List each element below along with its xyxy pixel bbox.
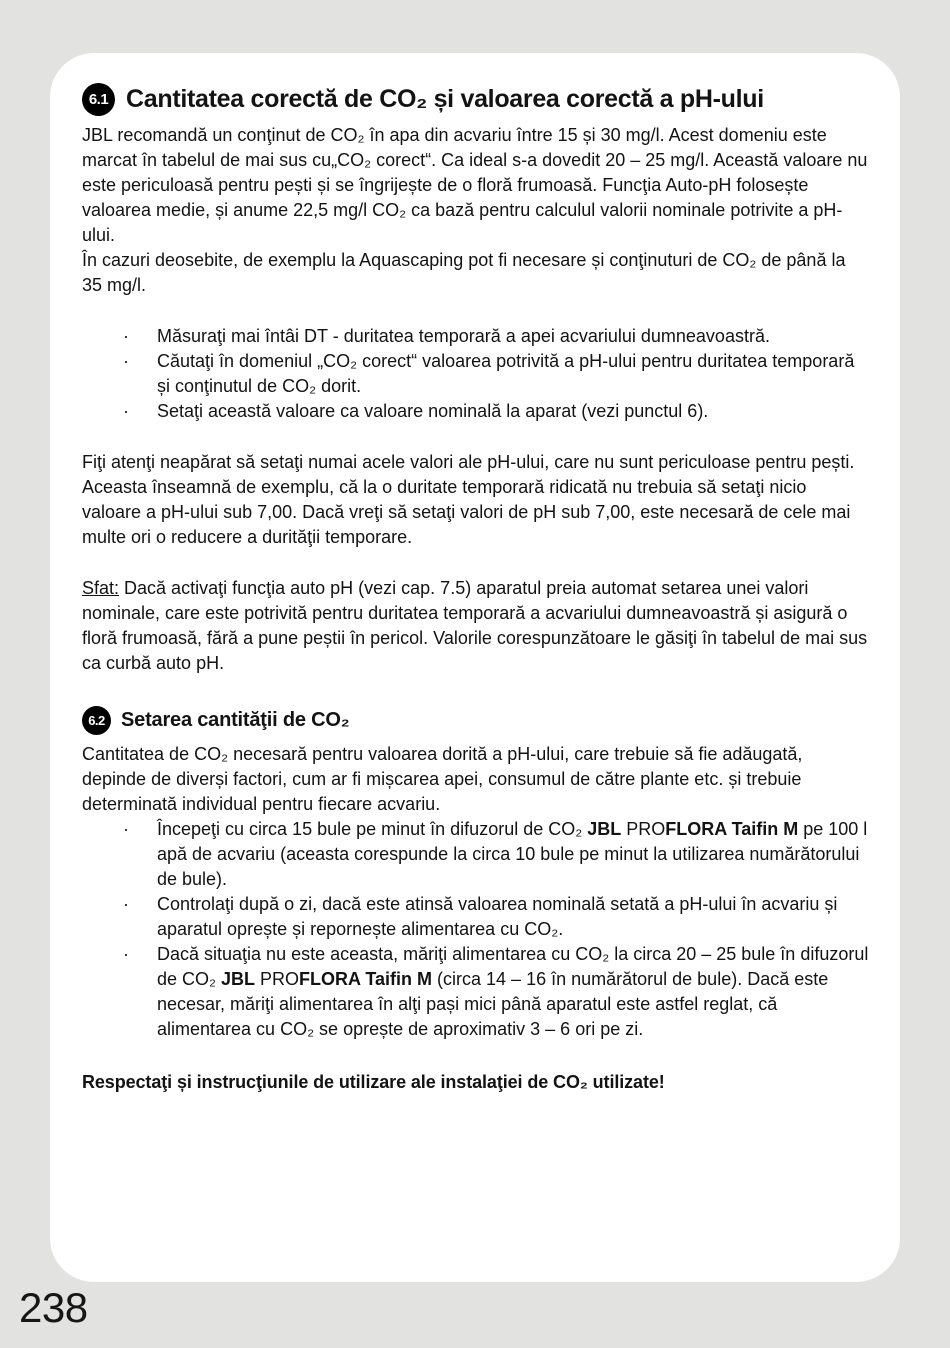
list-item [82, 942, 870, 1042]
paragraph-aquascaping: În cazuri deosebite, de exemplu la Aquascaping pot fi necesare și conţinuturi de CO₂ de până la 35 mg/l. [82, 250, 846, 295]
paragraph-tip [82, 576, 870, 676]
page-number: 238 [19, 1284, 88, 1331]
list-item [82, 817, 870, 892]
bullet-list-setup-steps [82, 817, 870, 1042]
list-item [82, 892, 870, 942]
page-content [50, 53, 900, 1095]
list-item-text: Măsuraţi mai întâi DT - duritatea temporară a apei acvariului dumneavoastră. [157, 326, 770, 346]
co2-instructions-warning: Respectaţi și instrucţiunile de utilizare ale instalaţiei de CO₂ utilizate! [82, 1072, 665, 1092]
bullet-dot: · [123, 351, 129, 371]
section-number-badge: 6.1 [82, 83, 115, 116]
brand-name: JBL [587, 819, 622, 839]
brand-name: FLORA Taifin M [665, 819, 799, 839]
list-item-text: Căutaţi în domeniul „CO₂ corect“ valoarea potrivită a pH-ului pentru duritatea temporară și conţinutul de CO₂ dorit. [157, 351, 855, 396]
brand-name: FLORA Taifin M [299, 969, 433, 989]
section-title: Setarea cantităţii de CO₂ [121, 709, 350, 731]
bullet-dot: · [123, 326, 129, 346]
bullet-dot: · [123, 401, 129, 421]
list-item-text: Controlaţi după o zi, dacă este atinsă valoarea nominală setată a pH-ului în acvariu și aparatul oprește și repornește alimentarea cu CO₂. [157, 894, 838, 939]
bullet-dot: · [123, 819, 129, 839]
section-number-badge: 6.2 [82, 706, 111, 735]
section-title: Cantitatea corectă de CO₂ și valoarea corectă a pH-ului [126, 85, 764, 113]
bullet-dot: · [123, 894, 129, 914]
paragraph-co2-amount: Cantitatea de CO₂ necesară pentru valoarea dorită a pH-ului, care trebuie să fie adăugată, depinde de diverși factori, cum ar fi mișcarea apei, consumul de către plante etc. și trebuie determinată individual pentru fiecare acvariu. [82, 744, 803, 814]
list-item-text: Dacă situaţia nu este aceasta, măriţi alimentarea cu CO₂ la circa 20 – 25 bule în difuzorul de CO₂ JBL PROFLORA Taifin M (circa 14 – 16 în numărătorul de bule). Dacă este necesar, măriţi alimentarea în alţi pași mici până aparatul este astfel reglat, că alimentarea cu CO₂ se oprește de aproximativ 3 – 6 ori pe zi. [157, 944, 869, 1039]
bullet-dot: · [123, 944, 129, 964]
list-item [82, 399, 870, 424]
paragraph-co2-recommendation: JBL recomandă un conţinut de CO₂ în apa din acvariu între 15 și 30 mg/l. Acest domeniu este marcat în tabelul de mai sus cu„CO₂ corect“. Ca ideal s-a dovedit 20 – 25 mg/l. Această valoare nu este periculoasă pentru pești și se îngrijește de o floră frumoasă. Funcţia Auto-pH folosește valoarea medie, și anume 22,5 mg/l CO₂ ca bază pentru calculul valorii nominale potrivite a pH-ului. [82, 125, 868, 245]
section-6-2-heading [82, 706, 870, 735]
list-item [82, 349, 870, 399]
bullet-list-measure-steps [82, 324, 870, 424]
section-6-1-heading [82, 83, 870, 116]
list-item-text: Începeţi cu circa 15 bule pe minut în difuzorul de CO₂ JBL PROFLORA Taifin M pe 100 l apă de acvariu (aceasta corespunde la circa 10 bule pe minut la utilizarea numărătorului de bule). [157, 819, 868, 889]
paragraph-ph-warning: Fiţi atenţi neapărat să setaţi numai acele valori ale pH-ului, care nu sunt periculoase pentru pești. Aceasta înseamnă de exemplu, că la o duritate temporară ridicată nu trebuia să setaţi nicio valoare a pH-ului sub 7,00. Dacă vreţi să setaţi valori de pH sub 7,00, este necesară de cele mai multe ori o reducere a durităţii temporare. [82, 452, 855, 547]
tip-label: Sfat: [82, 578, 120, 598]
tip-text: Dacă activaţi funcţia auto pH (vezi cap. 7.5) aparatul preia automat setarea unei valori nominale, care este potrivită pentru duritatea temporară a acvariului dumneavoastră și asigură o floră frumoasă, fără a pune peștii în pericol. Valorile corespunzătoare le găsiţi în tabelul de mai sus ca curbă auto pH. [82, 578, 868, 673]
manual-page-card [50, 53, 900, 1282]
brand-name: JBL [221, 969, 256, 989]
list-item [82, 324, 870, 349]
list-item-text: Setaţi această valoare ca valoare nominală la aparat (vezi punctul 6). [157, 401, 709, 421]
